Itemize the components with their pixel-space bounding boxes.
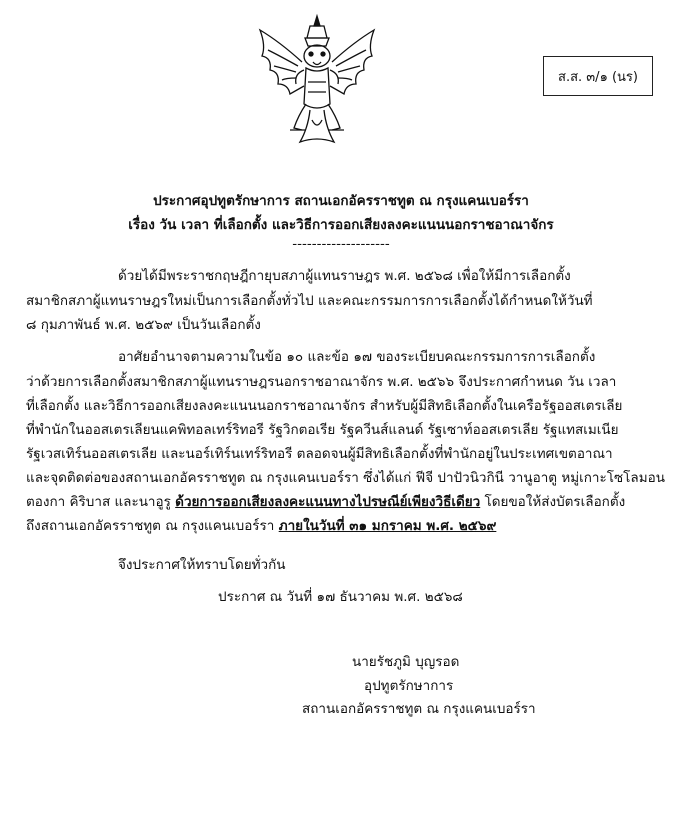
para2-line-4: ที่พำนักในออสเตรเลียนแคพิทอลเทร์ริทอรี รัฐวิกตอเรีย รัฐควีนส์แลนด์ รัฐเซาท์ออสเตรเลีย รัฐแทสเมเนีย xyxy=(26,422,619,438)
para2-line-8 xyxy=(26,514,496,536)
para1-line-2: สมาชิกสภาผู้แทนราษฎรใหม่เป็นการเลือกตั้งทั่วไป และคณะกรรมการการเลือกตั้งได้กำหนดให้วันที่ xyxy=(26,293,593,309)
para1-line-1: ด้วยได้มีพระราชกฤษฎีกายุบสภาผู้แทนราษฎร พ.ศ. ๒๕๖๘ เพื่อให้มีการเลือกตั้ง xyxy=(118,268,571,284)
para2-line-5: รัฐเวสเทิร์นออสเตรเลีย และนอร์เทิร์นเทร์ริทอรี ตลอดจนผู้มีสิทธิเลือกตั้งที่พำนักอยู่ในประเทศเขตอาณา xyxy=(26,446,613,462)
para2-line-6: และจุดติดต่อของสถานเอกอัครราชทูต ณ กรุงแคนเบอร์รา ซึ่งได้แก่ ฟีจี ปาปัวนิวกินี วานูอาตู หมู่เกาะโซโลมอน xyxy=(26,470,665,486)
para2-line-7-suffix: โดยขอให้ส่งบัตรเลือกตั้ง xyxy=(480,494,626,510)
para2-line-7-prefix: ตองกา คิริบาส และนาอูรู xyxy=(26,494,176,510)
signatory-name: นายรัชภูมิ บุญรอด xyxy=(352,654,460,670)
announcement-date: ประกาศ ณ วันที่ ๑๗ ธันวาคม พ.ศ. ๒๕๖๘ xyxy=(218,589,463,605)
para2-line-8-prefix: ถึงสถานเอกอัครราชทูต ณ กรุงแคนเบอร์รา xyxy=(26,518,279,534)
deadline-emphasis: ภายในวันที่ ๓๑ มกราคม พ.ศ. ๒๕๖๙ xyxy=(278,518,497,534)
announcement-subject: เรื่อง วัน เวลา ที่เลือกตั้ง และวิธีการออกเสียงลงคะแนนนอกราชอาณาจักร xyxy=(128,217,554,233)
para2-line-1: อาศัยอำนาจตามความในข้อ ๑๐ และข้อ ๑๗ ของระเบียบคณะกรรมการการเลือกตั้ง xyxy=(118,349,596,365)
form-code: ส.ส. ๓/๑ (นร) xyxy=(558,69,638,85)
para2-line-7 xyxy=(26,490,625,512)
para1-line-3: ๘ กุมภาพันธ์ พ.ศ. ๒๕๖๙ เป็นวันเลือกตั้ง xyxy=(26,317,261,333)
closing-statement: จึงประกาศให้ทราบโดยทั่วกัน xyxy=(118,557,286,573)
signatory-position: อุปทูตรักษาการ xyxy=(364,678,454,694)
para2-line-3: ที่เลือกตั้ง และวิธีการออกเสียงลงคะแนนนอกราชอาณาจักร สำหรับผู้มีสิทธิเลือกตั้งในเครือรัฐออสเตรเลีย xyxy=(26,398,623,414)
form-code-box xyxy=(543,56,653,96)
header-divider: -------------------- xyxy=(292,236,390,252)
para2-line-2: ว่าด้วยการเลือกตั้งสมาชิกสภาผู้แทนราษฎรนอกราชอาณาจักร พ.ศ. ๒๕๖๖ จึงประกาศกำหนด วัน เวลา xyxy=(26,374,617,390)
announcement-title: ประกาศอุปทูตรักษาการ สถานเอกอัครราชทูต ณ กรุงแคนเบอร์รา xyxy=(153,193,529,209)
signatory-office: สถานเอกอัครราชทูต ณ กรุงแคนเบอร์รา xyxy=(302,701,536,717)
garuda-emblem-icon xyxy=(250,12,384,152)
postal-vote-emphasis: ด้วยการออกเสียงลงคะแนนทางไปรษณีย์เพียงวิธีเดียว xyxy=(175,494,481,510)
